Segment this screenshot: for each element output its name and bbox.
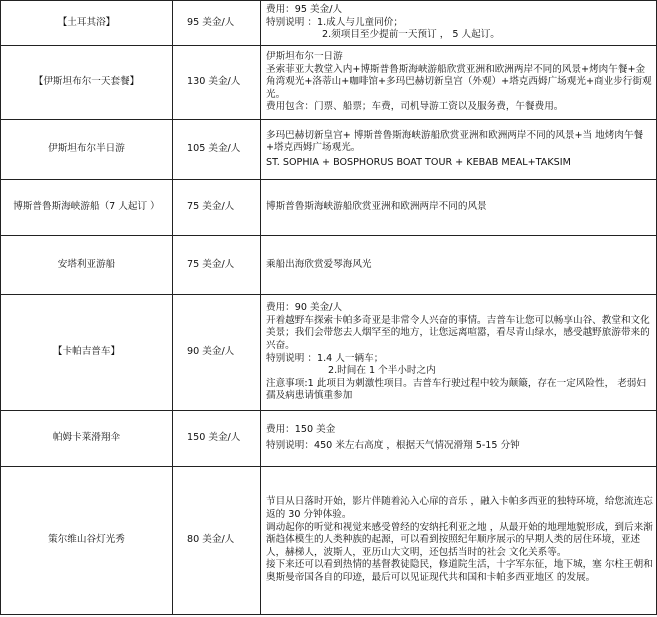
table-row <box>1 467 657 615</box>
description-line: 特别说明：450 米左右高度 ，根据天气情况滑翔 5-15 分钟 <box>266 440 520 451</box>
item-description-cell <box>261 120 657 180</box>
table-row <box>1 295 657 411</box>
table-row <box>1 236 657 295</box>
item-price-cell <box>173 120 261 180</box>
description-line: 乘船出海欣赏爱琴海风光 <box>266 258 372 270</box>
item-price-cell <box>173 180 261 236</box>
description-line: 注意事项:1 此项目为刺激性项目。吉普车行驶过程中较为颠簸，存在一定风险性， 老弱妇孺及病患请慎重参加 <box>266 377 646 402</box>
item-name: 【伊斯坦布尔一天套餐】 <box>33 76 140 88</box>
item-name: 博斯普鲁斯海峡游船（7 人起订 ） <box>13 201 160 213</box>
description-line: 费用：90 美金/人 <box>266 302 343 314</box>
description-line: 博斯普鲁斯海峡游船欣赏亚洲和欧洲两岸不同的风景 <box>266 201 487 213</box>
description-line: 2.时间在 1 个半小时之内 <box>328 365 436 377</box>
description-line: 调动起你的听觉和视觉来感受曾经的安纳托利亚之地 ，从最开始的地理地貌形成，到后来渐渐趋体模生的人类种族的起源，可以看到按照纪年顺序展示的早期人类的居住环境，亚述人，赫梯人，波斯人，亚历山大文明，还包括当时的社会 文化关系等。 <box>266 521 653 558</box>
item-name-cell <box>1 467 173 615</box>
description-line: 多玛巴赫切新皇宫+ 博斯普鲁斯海峡游船欣赏亚洲和欧洲两岸不同的风景+当 地烤肉午餐+塔克西姆广场观光。 <box>266 129 644 154</box>
table-row <box>1 411 657 467</box>
description-line: 开着越野车探索卡帕多奇亚是非常令人兴奋的事情。吉普车让您可以畅享山谷、教堂和文化美景；我们会带您去人烟罕至的地方，让您远离喧嚣，看尽青山绿水，感受越野旅游带来的兴奋。 <box>266 314 650 351</box>
item-name: 【卡帕吉普车】 <box>52 346 121 358</box>
item-price: 75 美金/人 <box>187 258 235 270</box>
description-line: 费用包含：门票、船票；车费，司机导游工资以及服务费，午餐费用。 <box>266 101 564 113</box>
table-row <box>1 180 657 236</box>
item-description-cell <box>261 236 657 295</box>
item-price: 75 美金/人 <box>187 201 235 213</box>
description-line: 2.须项目至少提前一天预订 ， 5 人起订。 <box>322 29 500 41</box>
item-price-cell <box>173 1 261 46</box>
item-price: 150 美金/人 <box>187 432 241 444</box>
item-price-cell <box>173 295 261 411</box>
item-price: 105 美金/人 <box>187 143 241 155</box>
item-price-cell <box>173 46 261 120</box>
item-name: 帕姆卡莱滑翔伞 <box>52 432 121 444</box>
item-description-cell <box>261 295 657 411</box>
table-row <box>1 1 657 46</box>
description-line: 费用：150 美金 <box>266 424 336 436</box>
item-price-cell <box>173 467 261 615</box>
item-name-cell <box>1 180 173 236</box>
description-line: 圣索菲亚大教堂入内+博斯普鲁斯海峡游船欣赏亚洲和欧洲两岸不同的风景+烤肉午餐+金角湾观光+洛蒂山+咖啡馆+多玛巴赫切新皇宫（外观）+塔克西姆广场观光+商业步行街观光。 <box>266 63 652 100</box>
description-line: 接下来还可以看到热情的基督教徒隐民，修道院生活，十字军东征，地下城，塞 尔柱王朝和奥斯曼帝国各自的印迹，最后可以见证现代共和国和卡帕多西亚地区 的发展。 <box>266 559 653 583</box>
item-description-cell <box>261 411 657 467</box>
item-price-cell <box>173 236 261 295</box>
item-name: 策尔维山谷灯光秀 <box>48 534 125 546</box>
item-description-cell <box>261 180 657 236</box>
item-name-cell <box>1 120 173 180</box>
item-description-cell <box>261 46 657 120</box>
description-line: ST. SOPHIA + BOSPHORUS BOAT TOUR + KEBAB MEAL+TAKSIM <box>266 156 571 168</box>
item-price-cell <box>173 411 261 467</box>
description-line: 费用：95 美金/人 <box>266 4 343 16</box>
description-line: 节目从日落时开始，影片伴随着沁入心扉的音乐 ，融入卡帕多西亚的独特环境，给您流连忘返的 30 分钟体验。 <box>266 496 653 521</box>
item-price: 95 美金/人 <box>187 16 235 28</box>
item-name-cell <box>1 46 173 120</box>
item-name-cell <box>1 1 173 46</box>
item-name-cell <box>1 236 173 295</box>
item-name: 安塔利亚游船 <box>57 258 116 270</box>
item-description-cell <box>261 1 657 46</box>
item-name-cell <box>1 295 173 411</box>
item-description-cell <box>261 467 657 615</box>
item-name-cell <box>1 411 173 467</box>
description-line: 特别说明 ：1.4 人一辆车； <box>266 352 384 364</box>
item-price: 90 美金/人 <box>187 346 235 358</box>
item-price: 130 美金/人 <box>187 76 241 88</box>
table-row <box>1 46 657 120</box>
item-name: 伊斯坦布尔半日游 <box>48 143 125 155</box>
item-price: 80 美金/人 <box>187 534 235 546</box>
description-line: 特别说明 ：1.成人与儿童同价； <box>266 16 403 28</box>
item-name: 【土耳其浴】 <box>57 16 116 28</box>
table-row <box>1 120 657 180</box>
description-line: 伊斯坦布尔一日游 <box>266 51 343 63</box>
